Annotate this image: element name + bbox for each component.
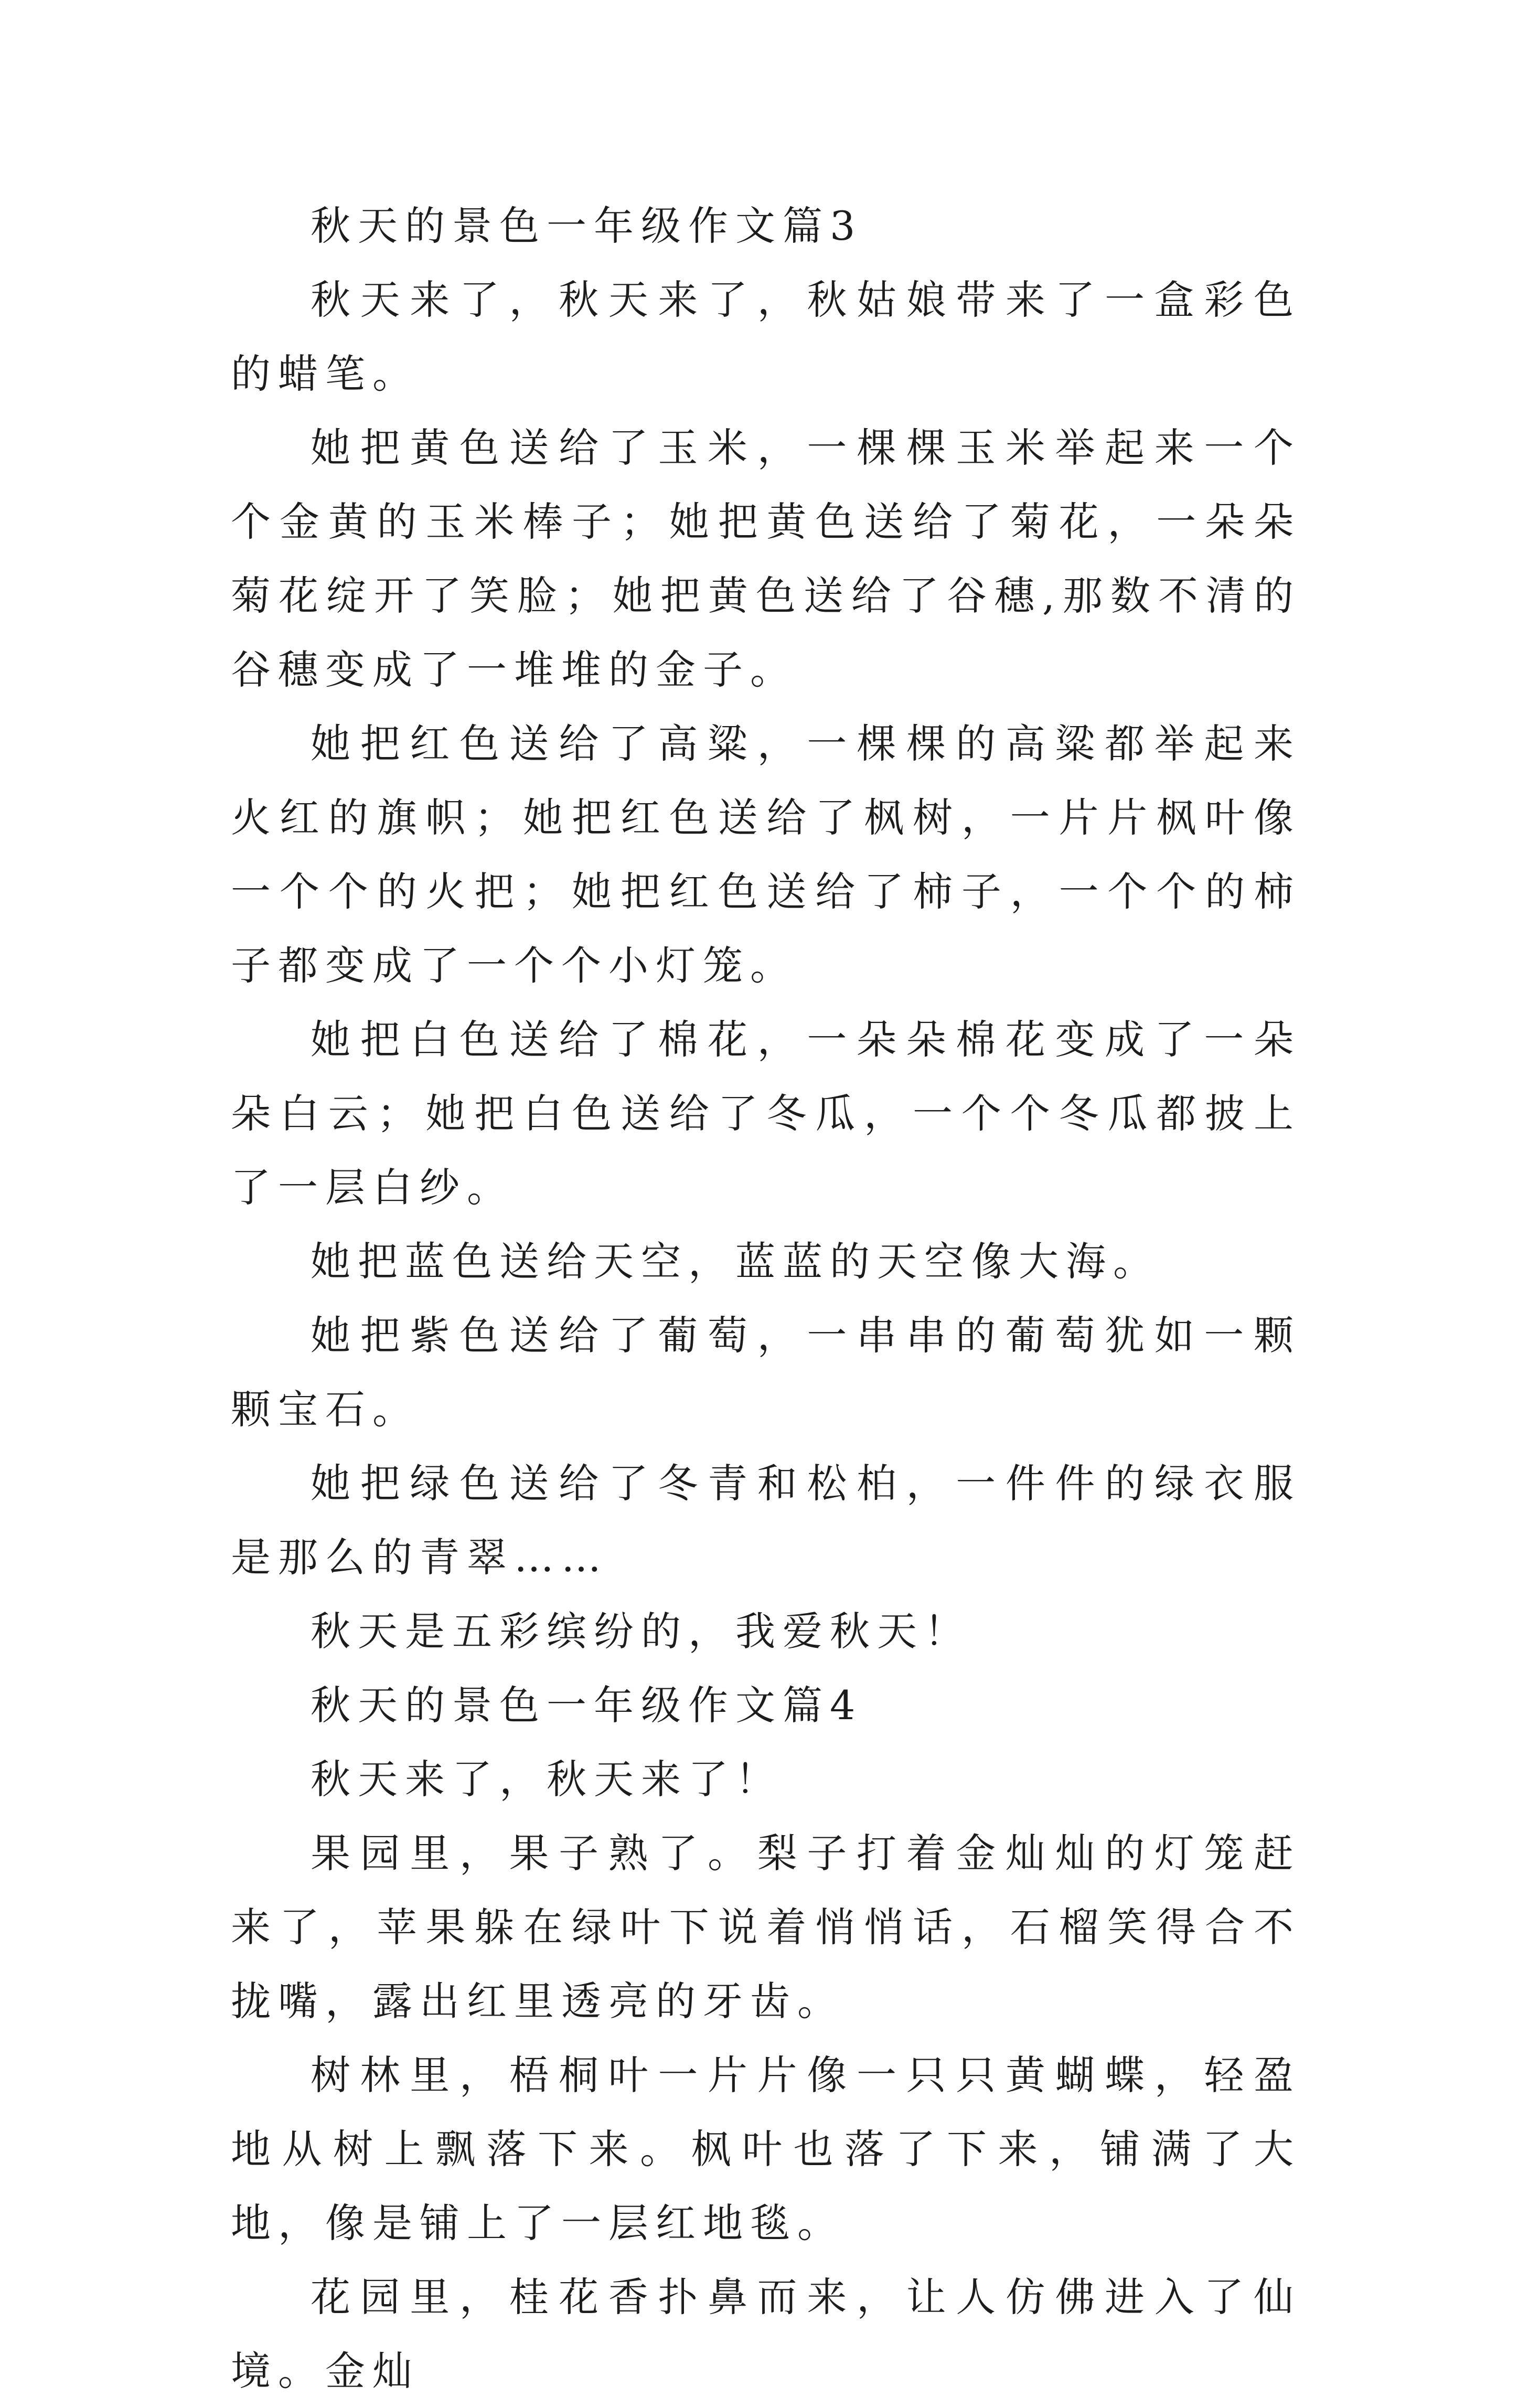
paragraph: 她把黄色送给了玉米，一棵棵玉米举起来一个个金黄的玉米棒子；她把黄色送给了菊花，一朵朵菊花绽开了笑脸；她把黄色送给了谷穗,那数不清的谷穗变成了一堆堆的金子。 — [231, 424, 1301, 693]
heading-essay-3: 秋天的景色一年级作文篇3 — [311, 203, 863, 249]
paragraph: 她把紫色送给了葡萄，一串串的葡萄犹如一颗颗宝石。 — [231, 1312, 1301, 1433]
paragraph: 秋天来了，秋天来了！ — [311, 1756, 783, 1803]
paragraph: 树林里，梧桐叶一片片像一只只黄蝴蝶，轻盈地从树上飘落下来。枫叶也落了下来，铺满了大地，像是铺上了一层红地毯。 — [231, 2052, 1301, 2246]
paragraph: 她把白色送给了棉花，一朵朵棉花变成了一朵朵白云；她把白色送给了冬瓜，一个个冬瓜都披上了一层白纱。 — [231, 1016, 1301, 1211]
paragraph: 果园里，果子熟了。梨子打着金灿灿的灯笼赶来了，苹果躲在绿叶下说着悄悄话，石榴笑得合不拢嘴，露出红里透亮的牙齿。 — [231, 1830, 1301, 2025]
paragraph: 秋天来了，秋天来了，秋姑娘带来了一盒彩色的蜡笔。 — [231, 276, 1301, 397]
paragraph: 她把绿色送给了冬青和松柏，一件件的绿衣服是那么的青翠…… — [231, 1460, 1301, 1581]
paragraph: 秋天是五彩缤纷的，我爱秋天！ — [311, 1608, 971, 1655]
paragraph: 花园里，桂花香扑鼻而来，让人仿佛进入了仙境。金灿 — [231, 2274, 1301, 2394]
paragraph: 她把蓝色送给天空，蓝蓝的天空像大海。 — [311, 1238, 1160, 1285]
paragraph: 她把红色送给了高粱，一棵棵的高粱都举起来火红的旗帜；她把红色送给了枫树，一片片枫叶像一个个的火把；她把红色送给了柿子，一个个的柿子都变成了一个个小灯笼。 — [231, 720, 1301, 989]
essay-body — [231, 189, 1301, 2408]
heading-essay-4: 秋天的景色一年级作文篇4 — [311, 1682, 863, 1729]
